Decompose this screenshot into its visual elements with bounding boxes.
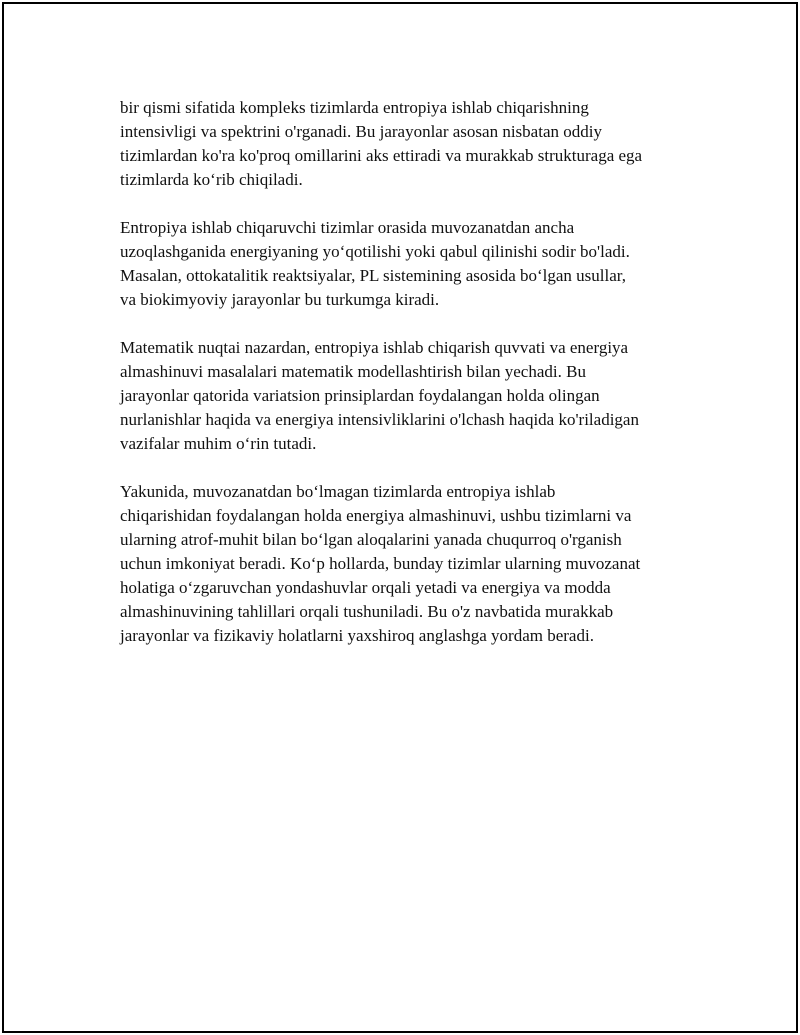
text-line: jarayonlar qatorida variatsion prinsiplardan foydalangan holda olingan — [120, 386, 600, 405]
document-body — [120, 96, 700, 672]
text-line: almashinuvi masalalari matematik modellashtirish bilan yechadi. Bu — [120, 362, 586, 381]
text-line: Entropiya ishlab chiqaruvchi tizimlar orasida muvozanatdan ancha — [120, 218, 575, 237]
text-line: ularning atrof-muhit bilan boʻlgan aloqalarini yanada chuqurroq o'rganish — [120, 530, 622, 549]
text-line: va biokimyoviy jarayonlar bu turkumga kiradi. — [120, 290, 440, 309]
text-line: Yakunida, muvozanatdan boʻlmagan tizimlarda entropiya ishlab — [120, 482, 556, 501]
text-line: Masalan, ottokatalitik reaktsiyalar, PL sistemining asosida boʻlgan usullar, — [120, 266, 627, 285]
text-line: tizimlardan ko'ra ko'proq omillarini aks ettiradi va murakkab strukturaga ega — [120, 146, 643, 165]
text-line: jarayonlar va fizikaviy holatlarni yaxshiroq anglashga yordam beradi. — [120, 626, 594, 645]
text-line: chiqarishidan foydalangan holda energiya almashinuvi, ushbu tizimlarni va — [120, 506, 632, 525]
text-line: uzoqlashganida energiyaning yoʻqotilishi yoki qabul qilinishi sodir bo'ladi. — [120, 242, 630, 261]
text-line: vazifalar muhim oʻrin tutadi. — [120, 434, 317, 453]
text-line: Matematik nuqtai nazardan, entropiya ishlab chiqarish quvvati va energiya — [120, 338, 629, 357]
text-line: bir qismi sifatida kompleks tizimlarda entropiya ishlab chiqarishning — [120, 98, 589, 117]
paragraph-3 — [120, 336, 700, 456]
text-line: tizimlarda koʻrib chiqiladi. — [120, 170, 303, 189]
text-line: nurlanishlar haqida va energiya intensivliklarini o'lchash haqida ko'riladigan — [120, 410, 639, 429]
text-line: holatiga oʻzgaruvchan yondashuvlar orqali yetadi va energiya va modda — [120, 578, 611, 597]
paragraph-2 — [120, 216, 700, 312]
text-line: uchun imkoniyat beradi. Koʻp hollarda, bunday tizimlar ularning muvozanat — [120, 554, 641, 573]
paragraph-4 — [120, 480, 700, 648]
text-line: almashinuvining tahlillari orqali tushuniladi. Bu o'z navbatida murakkab — [120, 602, 614, 621]
paragraph-1 — [120, 96, 700, 192]
page-frame — [2, 2, 798, 1033]
text-line: intensivligi va spektrini o'rganadi. Bu jarayonlar asosan nisbatan oddiy — [120, 122, 602, 141]
